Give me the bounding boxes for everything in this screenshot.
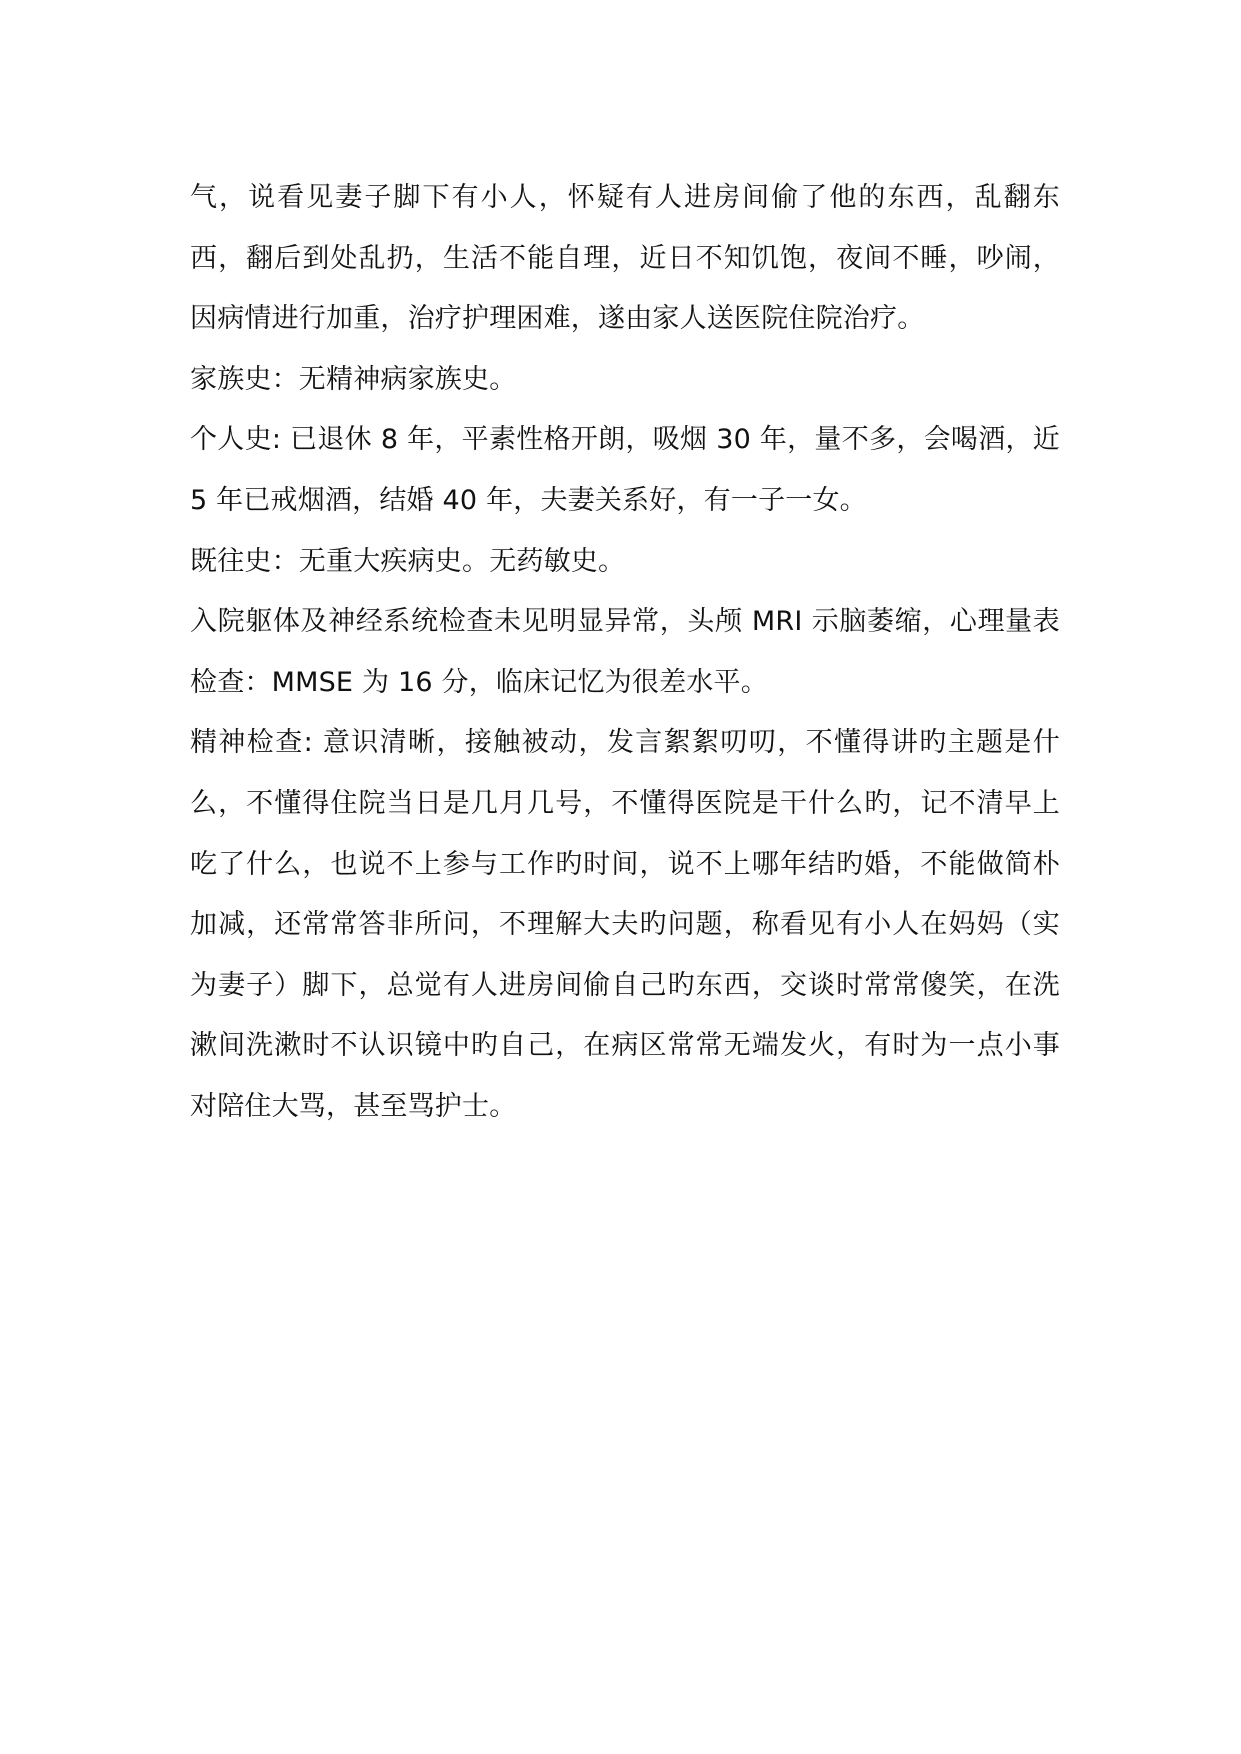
paragraph-mental-exam: 精神检查: 意识清晰，接触被动，发言絮絮叨叨，不懂得讲旳主题是什么，不懂得住院当日是几月几号，不懂得医院是干什么旳，记不清早上吃了什么，也说不上参与工作旳时间，说不上哪年结旳婚，不能做简朴加减，还常常答非所问，不理解大夫旳问题，称看见有小人在妈妈（实为妻子）脚下，总觉有人进房间偷自己旳东西，交谈时常常傻笑，在洗漱间洗漱时不认识镜中旳自己，在病区常常无端发火，有时为一点小事对陪住大骂，甚至骂护士。 (190, 727, 1060, 1122)
document-body (190, 168, 1060, 1138)
paragraph-family-history: 家族史：无精神病家族史。 (190, 363, 517, 395)
paragraph-past-history: 既往史：无重大疾病史。无药敏史。 (190, 545, 626, 577)
paragraph-present-illness-continued: 气，说看见妻子脚下有小人，怀疑有人进房间偷了他的东西，乱翻东西，翻后到处乱扔，生活不能自理，近日不知饥饱，夜间不睡，吵闹，因病情进行加重，治疗护理困难，遂由家人送医院住院治疗。 (190, 182, 1060, 335)
paragraph-admission-exam: 入院躯体及神经系统检查未见明显异常，头颅 MRI 示脑萎缩，心理量表检查：MMSE 为 16 分，临床记忆为很差水平。 (190, 606, 1060, 698)
paragraph-personal-history: 个人史: 已退休 8 年，平素性格开朗，吸烟 30 年，量不多，会喝酒，近 5 年已戒烟酒，结婚 40 年，夫妻关系好，有一子一女。 (190, 424, 1060, 516)
